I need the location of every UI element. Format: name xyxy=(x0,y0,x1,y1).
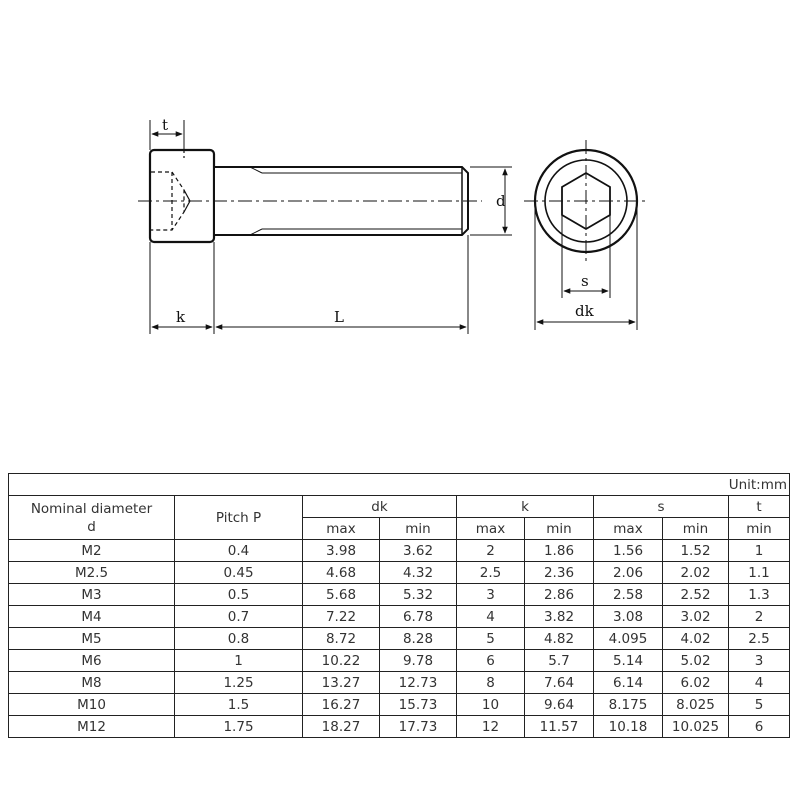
cell-k-max: 6 xyxy=(457,650,525,672)
cell-dk-min: 17.73 xyxy=(380,716,457,738)
cell-s-min: 2.52 xyxy=(663,584,729,606)
header-s-min: min xyxy=(663,518,729,540)
cell-k-min: 11.57 xyxy=(525,716,594,738)
cell-dk-max: 3.98 xyxy=(303,540,380,562)
cell-dk-min: 6.78 xyxy=(380,606,457,628)
cell-dk-max: 8.72 xyxy=(303,628,380,650)
table-row xyxy=(9,672,790,694)
cell-dk-min: 3.62 xyxy=(380,540,457,562)
cell-s-min: 10.025 xyxy=(663,716,729,738)
cell-k-min: 2.86 xyxy=(525,584,594,606)
cell-dk-min: 9.78 xyxy=(380,650,457,672)
header-dk-max: max xyxy=(303,518,380,540)
cell-k-max: 5 xyxy=(457,628,525,650)
cell-s-max: 6.14 xyxy=(594,672,663,694)
cell-k-max: 3 xyxy=(457,584,525,606)
cell-pitch: 0.7 xyxy=(175,606,303,628)
cell-s-max: 3.08 xyxy=(594,606,663,628)
cell-s-max: 8.175 xyxy=(594,694,663,716)
table-row xyxy=(9,628,790,650)
cell-t-min: 1 xyxy=(729,540,790,562)
cell-t-min: 6 xyxy=(729,716,790,738)
table-row xyxy=(9,606,790,628)
cell-k-min: 1.86 xyxy=(525,540,594,562)
cell-s-max: 4.095 xyxy=(594,628,663,650)
cell-dk-max: 18.27 xyxy=(303,716,380,738)
header-s: s xyxy=(594,496,729,518)
cell-t-min: 4 xyxy=(729,672,790,694)
cell-nominal: M8 xyxy=(9,672,175,694)
dim-label-dk: dk xyxy=(575,302,594,320)
cell-pitch: 0.5 xyxy=(175,584,303,606)
cell-dk-max: 10.22 xyxy=(303,650,380,672)
header-dk-min: min xyxy=(380,518,457,540)
cell-s-max: 2.06 xyxy=(594,562,663,584)
header-row-1 xyxy=(9,496,790,518)
cell-k-max: 4 xyxy=(457,606,525,628)
header-pitch: Pitch P xyxy=(175,496,303,540)
dim-label-t: t xyxy=(162,116,169,134)
cell-s-min: 5.02 xyxy=(663,650,729,672)
cell-k-max: 8 xyxy=(457,672,525,694)
screw-spec-table xyxy=(8,473,790,738)
header-t: t xyxy=(729,496,790,518)
table-row xyxy=(9,694,790,716)
cell-k-min: 7.64 xyxy=(525,672,594,694)
cell-nominal: M5 xyxy=(9,628,175,650)
cell-dk-min: 8.28 xyxy=(380,628,457,650)
header-s-max: max xyxy=(594,518,663,540)
cell-t-min: 5 xyxy=(729,694,790,716)
cell-nominal: M3 xyxy=(9,584,175,606)
cell-k-min: 5.7 xyxy=(525,650,594,672)
cell-nominal: M12 xyxy=(9,716,175,738)
cell-nominal: M10 xyxy=(9,694,175,716)
cell-nominal: M6 xyxy=(9,650,175,672)
cell-t-min: 1.3 xyxy=(729,584,790,606)
table-row xyxy=(9,716,790,738)
cell-dk-max: 7.22 xyxy=(303,606,380,628)
cell-t-min: 1.1 xyxy=(729,562,790,584)
cell-dk-max: 5.68 xyxy=(303,584,380,606)
cell-pitch: 1.75 xyxy=(175,716,303,738)
cell-pitch: 1.5 xyxy=(175,694,303,716)
cell-k-min: 2.36 xyxy=(525,562,594,584)
table-row xyxy=(9,562,790,584)
cell-nominal: M2 xyxy=(9,540,175,562)
cell-dk-min: 15.73 xyxy=(380,694,457,716)
cell-pitch: 1 xyxy=(175,650,303,672)
cell-dk-min: 5.32 xyxy=(380,584,457,606)
cell-dk-max: 16.27 xyxy=(303,694,380,716)
cell-k-max: 10 xyxy=(457,694,525,716)
table-row xyxy=(9,650,790,672)
cell-k-min: 9.64 xyxy=(525,694,594,716)
cell-s-min: 1.52 xyxy=(663,540,729,562)
cell-pitch: 0.8 xyxy=(175,628,303,650)
cell-s-min: 2.02 xyxy=(663,562,729,584)
header-nominal-line1: Nominal diameter xyxy=(30,500,153,517)
cell-s-min: 4.02 xyxy=(663,628,729,650)
cell-dk-max: 4.68 xyxy=(303,562,380,584)
dim-label-L: L xyxy=(334,308,344,326)
cell-s-min: 8.025 xyxy=(663,694,729,716)
cell-nominal: M2.5 xyxy=(9,562,175,584)
cell-s-min: 6.02 xyxy=(663,672,729,694)
header-k: k xyxy=(457,496,594,518)
table-row xyxy=(9,540,790,562)
cell-s-max: 2.58 xyxy=(594,584,663,606)
screw-end-view xyxy=(524,140,648,262)
unit-row xyxy=(9,474,790,496)
header-nominal-line2: d xyxy=(87,518,96,535)
cell-k-min: 3.82 xyxy=(525,606,594,628)
cell-s-max: 1.56 xyxy=(594,540,663,562)
cell-t-min: 3 xyxy=(729,650,790,672)
cell-s-min: 3.02 xyxy=(663,606,729,628)
dim-label-d: d xyxy=(496,192,506,210)
cell-dk-max: 13.27 xyxy=(303,672,380,694)
cell-pitch: 0.45 xyxy=(175,562,303,584)
cell-nominal: M4 xyxy=(9,606,175,628)
dim-label-s: s xyxy=(581,272,589,290)
cell-t-min: 2 xyxy=(729,606,790,628)
cell-pitch: 0.4 xyxy=(175,540,303,562)
dim-label-k: k xyxy=(176,308,186,326)
screw-side-view xyxy=(138,150,482,242)
unit-label: Unit:mm xyxy=(9,474,790,496)
cell-pitch: 1.25 xyxy=(175,672,303,694)
cell-k-max: 2 xyxy=(457,540,525,562)
cell-k-max: 2.5 xyxy=(457,562,525,584)
cell-s-max: 5.14 xyxy=(594,650,663,672)
header-t-min: min xyxy=(729,518,790,540)
cell-dk-min: 4.32 xyxy=(380,562,457,584)
header-k-max: max xyxy=(457,518,525,540)
table-row xyxy=(9,584,790,606)
cell-t-min: 2.5 xyxy=(729,628,790,650)
cell-k-max: 12 xyxy=(457,716,525,738)
header-dk: dk xyxy=(303,496,457,518)
header-k-min: min xyxy=(525,518,594,540)
header-nominal-diameter xyxy=(9,496,175,540)
cell-k-min: 4.82 xyxy=(525,628,594,650)
cell-s-max: 10.18 xyxy=(594,716,663,738)
cell-dk-min: 12.73 xyxy=(380,672,457,694)
